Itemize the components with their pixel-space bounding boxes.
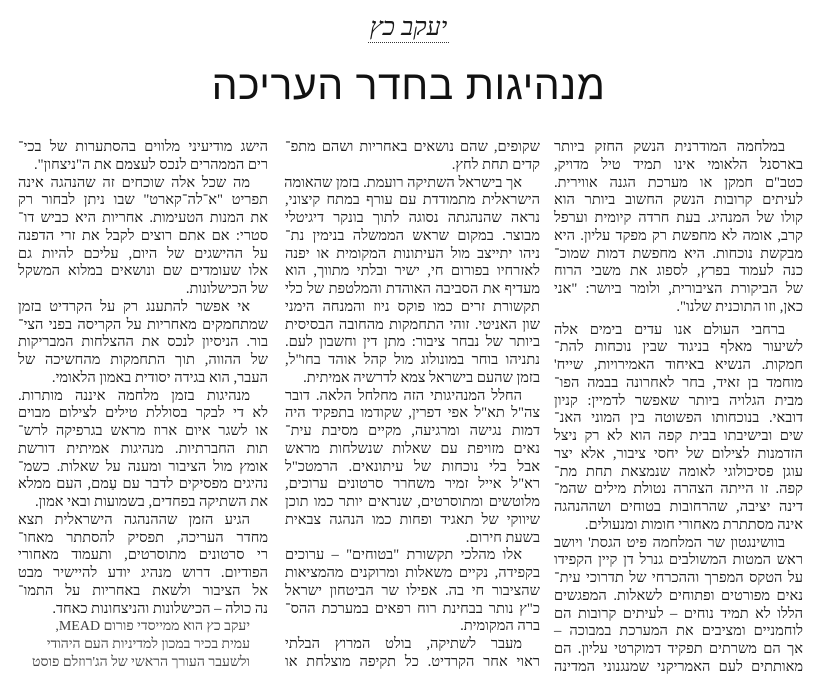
text-line: של ההווה, תוך התחמקות מהחשיכה של xyxy=(18,352,268,368)
text-line: יעקב כץ הוא ממייסדי פורום MEAD, xyxy=(55,619,250,635)
text-line: רים הממהרים לנכס לעצמם את ה"ניצחון". xyxy=(34,156,268,173)
text-line: לעיתים קרובות הנשק החשוב ביותר הוא xyxy=(554,192,803,209)
text-line: מבוצר. במקום שראש הממשלה בנימין נת־ xyxy=(285,227,540,244)
text-line: בזמן שהעם בישראל צמא לדרשיה אמיתית. xyxy=(303,369,540,386)
text-line: ולשעבר העורך הראשי של הג'רוזלם פוסט xyxy=(32,654,250,670)
text-line: חמקות. הנשיא באיחוד האמירויות, שייח' xyxy=(554,357,803,373)
text-line: תקשורת זרים כמו פוקס ניוז והמנחה הימני xyxy=(285,298,540,315)
paragraph xyxy=(554,139,803,317)
text-line: מה שכל אלה שוכחים זה שהנהגה אינה xyxy=(18,174,250,191)
text-line: נהיגים מפסיקים לדבר עם עַמם, העם ממלא xyxy=(18,476,268,493)
text-line: דמות נגישה ומרגיעה, מקיים מסיבת עית־ xyxy=(285,423,540,439)
text-line: מבית הגלויה ביותר שאפשר לדמיין: קניון xyxy=(554,392,803,409)
paragraph xyxy=(18,139,268,175)
paragraph xyxy=(285,388,540,548)
text-line: נאים מזויפת עם שאלות שנשלחות מראש xyxy=(285,440,540,457)
text-line: מבקשת נוכחות. היא מחפשת דמות שמוכ־ xyxy=(554,245,803,262)
text-line: ראש המטות המשולבים גנרל דן קיין הקפידו xyxy=(554,552,803,569)
text-line: אך הם משרתים תפקיד דמוקרטי עליון. הם xyxy=(554,641,803,657)
paragraph xyxy=(554,322,803,535)
text-line: העבר, הוא בגידה יסודית באמון הלאומי. xyxy=(51,369,268,386)
text-line: רא"ל אייל זמיר משחרר סרטונים ערוכים, xyxy=(285,476,540,493)
article-column-3 xyxy=(18,139,268,672)
text-line: קפה. זו הייתה הצהרה נטולת מילים שהמ־ xyxy=(554,481,803,498)
paragraph xyxy=(285,139,540,175)
text-line: כאן, וזו התוכנית שלנו". xyxy=(676,298,803,315)
text-line: החלל המנהיגותי הזה מחלחל הלאה. דובר xyxy=(285,387,522,404)
text-line: שקופים, שהם נושאים באחריות ושהם מתפ־ xyxy=(285,139,540,155)
text-line: שים ובישיבתו בבית קפה הוא לא רק ניצל xyxy=(554,428,803,444)
text-line: רי סרטונים מתוסרטים, ותעמוד מאחורי xyxy=(18,547,268,564)
text-line: ביותר של נבחר ציבור: מתן דין וחשבון לעם. xyxy=(285,334,540,351)
text-line: קולו של המנהיג. בעת חרדה קיומית וערפל xyxy=(554,210,803,226)
text-line: מעבר לשתיקה, בולט המרוץ הבלתי xyxy=(285,636,522,652)
text-line: עמית בכיר במכון למדיניות העם היהודי xyxy=(46,637,250,652)
text-line: של הביקורת הציבורית, ולומר ביושר: "אני xyxy=(554,281,803,297)
text-line: קדים תחת לחץ. xyxy=(451,156,540,173)
text-line: לוחמניים ומציבים את המערכת במבוכה – xyxy=(554,623,803,640)
text-line: סטרי: אם אתם רוצים לקבל את זרי הדפנה xyxy=(18,227,268,244)
paragraph xyxy=(18,175,268,299)
text-line: את השתיקה בפחדים, בשמועות ובאי אמון. xyxy=(35,494,268,510)
text-line: על ההישגים של היום, עליכם להיות גם xyxy=(18,245,268,262)
text-line: שיווקי של תאגיד ופחות כמו הנהגה צבאית xyxy=(285,511,540,528)
text-line: אומץ מול הציבור ומענה על שאלות. כשמ־ xyxy=(18,458,268,475)
text-line: נתניהו בוחר במונולוג מול קהל אוהד בחו"ל, xyxy=(285,352,540,368)
paragraph xyxy=(18,388,268,512)
text-line: בארסנל הלאומי אינו תמיד טיל מדויק, xyxy=(554,156,803,173)
text-line: ניהו יתייצב מול העיתונות המקומית או יפנה xyxy=(285,245,540,262)
text-line: במלחמה המודרנית הנשק החזק ביותר xyxy=(554,139,785,155)
text-line: הללו לא תמיד נוחים – לעיתים קרובות הם xyxy=(554,605,803,622)
text-line: את המנות הטעימות. אחריות היא כביש דו־ xyxy=(18,210,268,226)
text-line: הישראלית מתמודדת עם עורף במתח קיצוני, xyxy=(285,192,540,209)
text-line: עוגן פסיכולוגי לאומה שנמצאת תחת מת־ xyxy=(554,463,803,480)
author-bio xyxy=(18,618,268,671)
text-line: בקפידה, נקיים משאלות ומרוקנים מהמציאות xyxy=(285,565,540,581)
text-line: על הטקס המפרך וההכרחי של תדרוכי עית־ xyxy=(554,570,803,586)
paragraph xyxy=(285,547,540,636)
text-line: אל הציבור ולשאת באחריות על התמו־ xyxy=(18,582,268,599)
text-line: כ"ץ נותר בבחינת רוח רפאים במערכת ההס־ xyxy=(285,600,540,617)
text-line: אי אפשר להתענג רק על הקרדיט בזמן xyxy=(18,298,250,315)
text-line: מעדיף את הסביבה האוהדת והמלטפת של כלי xyxy=(285,281,540,297)
text-line: בוושינגטון שר המלחמה פיט הגסת' ויושב xyxy=(554,534,785,551)
text-line: דינה יציבה, שהרחובות בטוחים ושההנהגה xyxy=(554,499,803,515)
text-line: ברה המקומית. xyxy=(460,618,540,635)
text-line: הזדמנות לצילום של יחסי ציבור, אלא יצר xyxy=(554,445,803,462)
text-line: בשעת חירום. xyxy=(465,529,540,546)
paragraph xyxy=(18,299,268,388)
text-line: מחדר העריכה, תפסיק להסתתר מאחו־ xyxy=(18,529,268,546)
article-column-1 xyxy=(554,139,803,677)
text-line: של הכישלונות. xyxy=(185,281,268,297)
text-line: בור. הניסיון לנכס את ההצלחות המבריקות xyxy=(18,334,268,351)
text-line: הפודיום. דרוש מנהיג יודע להיישיר מבט xyxy=(18,565,268,581)
text-line: שהציבור חי בה. אפילו שר הביטחון ישראל xyxy=(285,582,540,599)
text-line: שון האניטי. זוהי התחמקות מהחובה הבסיסית xyxy=(285,316,540,333)
paragraph xyxy=(285,175,540,388)
text-line: מנהיגות בזמן מלחמה איננה מותרות. xyxy=(18,387,250,404)
text-line: לא די לבקר בסוללת טילים לצילום מבוים xyxy=(18,405,268,422)
text-line: אלו מהלכי תקשורת "בטוחים" – ערוכים xyxy=(285,547,522,564)
text-line: מלוטשים ומתוסרטים, שנראים יותר כמו תוכן xyxy=(285,494,540,510)
byline xyxy=(0,14,817,42)
article-column-2 xyxy=(285,139,540,672)
text-line: נראה שהנהגתה נסוגה לתוך בונקר דיגיטלי xyxy=(285,210,540,226)
text-line: אך בישראל השתיקה רועמת. בזמן שהאומה xyxy=(284,174,522,191)
text-line: קרב, אומה לא מחפשת רק מפקד עליון. היא xyxy=(554,227,803,244)
paragraph xyxy=(285,636,540,672)
text-line: אבל בלי נוכחות של עיתונאים. הרמטכ"ל xyxy=(285,458,540,475)
text-line: מוחמד בן זאיד, בחר לאחרונה בבמה הפו־ xyxy=(554,374,803,391)
text-line: תות החברתיות. מנהיגות אמיתית דורשת xyxy=(18,440,268,457)
text-line: הישג מודיעיני מלווים בהסתערות של בכי־ xyxy=(18,139,268,155)
text-line: נאים מפורטים ופתוחים לשאלות. המפגשים xyxy=(554,587,803,604)
text-line: תפריט "א־לה־קארט" שבו ניתן לבחור רק xyxy=(18,192,268,209)
text-line: כטב"ם חמקן או מערכת הגנה אווירית. xyxy=(554,174,803,191)
text-line: לשיעור מאלף בניגוד שבין נוכחות להת־ xyxy=(554,339,803,356)
text-line: דובאי. בנוכחותו הפשוטה בין המוני האנ־ xyxy=(554,410,803,427)
text-line: לאזרחיו בפורום חי, ישיר ובלתי מתווך, הוא xyxy=(285,263,540,280)
text-line: אינה מסתתרת מאחורי חומות ומנעולים. xyxy=(584,516,803,533)
text-line: הגיע הזמן שההנהגה הישראלית תצא xyxy=(18,511,250,528)
text-line: או לשגר איום ארוז מראש בגרפיקה לרש־ xyxy=(18,423,268,439)
text-line: אלו שעומדים שם ונושאים במלוא המשקל xyxy=(18,263,268,280)
text-line: שמתחמקים מאחריות על הקריסה בפני הצי־ xyxy=(18,316,268,333)
text-line: נה כולה – הכישלונות והניצחונות כאחד. xyxy=(52,600,268,617)
text-line: צה"ל תא"ל אפי דפרין, שקודמו בתפקיד היה xyxy=(285,405,540,422)
article-headline: מנהיגות בחדר העריכה xyxy=(211,62,606,108)
text-line: כנה לעמוד בפרץ, לספוג את משבי הרוח xyxy=(554,263,803,280)
text-line: ברחבי העולם אנו עדים בימים אלה xyxy=(554,321,785,338)
text-line: ראוי אחר הקרדיט. כל תקיפה מוצלחת או xyxy=(285,653,540,670)
paragraph xyxy=(554,535,803,677)
paragraph xyxy=(18,512,268,619)
text-line: מאותתים לעם האמריקני שמנגנוני המדינה xyxy=(554,658,803,675)
author-name: יעקב כץ xyxy=(369,14,448,41)
